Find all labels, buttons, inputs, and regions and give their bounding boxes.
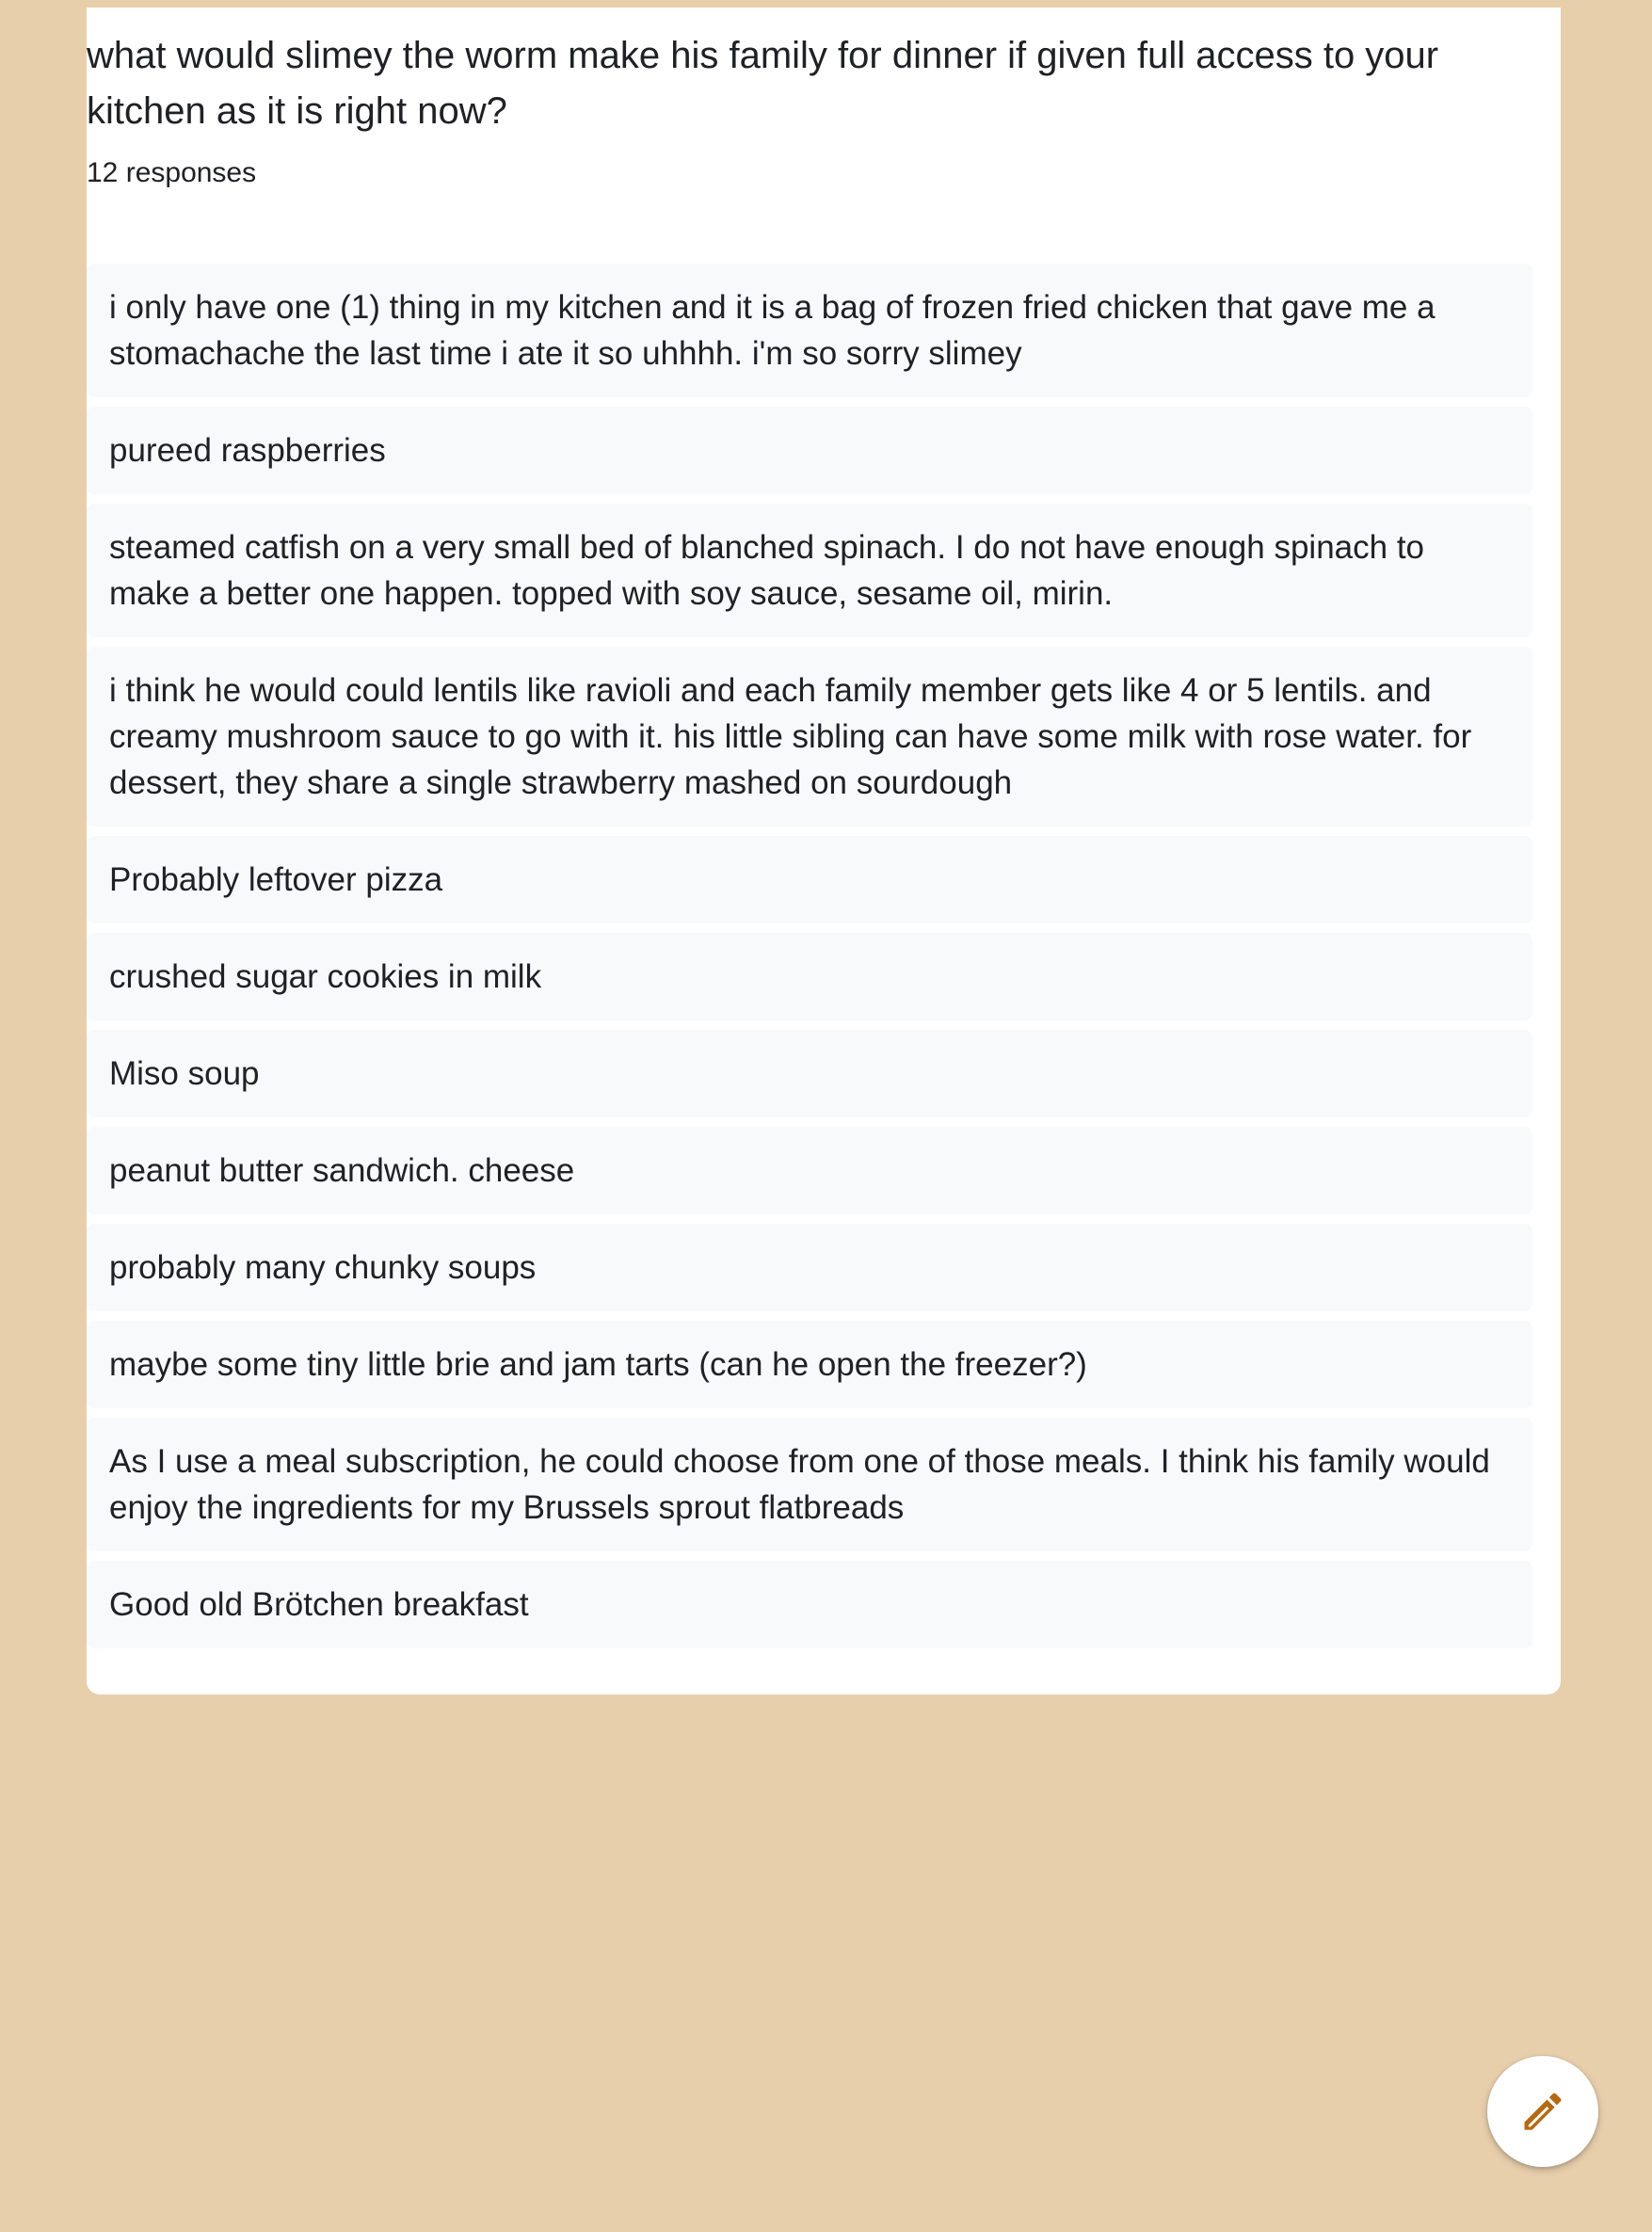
edit-form-button[interactable] <box>1487 2056 1598 2167</box>
question-title: what would slimey the worm make his family for dinner if given full access to your kitchen as it is right now? <box>87 35 1439 132</box>
response-item: Miso soup <box>87 1030 1532 1117</box>
responses-list <box>87 264 1532 1658</box>
pencil-edit-icon <box>1518 2087 1567 2136</box>
response-item: Good old Brötchen breakfast <box>87 1561 1532 1648</box>
response-summary-card <box>87 8 1561 1694</box>
response-item: steamed catfish on a very small bed of blanched spinach. I do not have enough spinach to make a better one happen. topped with soy sauce, sesame oil, mirin. <box>87 504 1532 637</box>
response-item: maybe some tiny little brie and jam tarts (can he open the freezer?) <box>87 1321 1532 1408</box>
response-item: pureed raspberries <box>87 407 1532 494</box>
response-item: i only have one (1) thing in my kitchen and it is a bag of frozen fried chicken that gave me a stomachache the last time i ate it so uhhhh. i'm so sorry slimey <box>87 264 1532 397</box>
response-item: probably many chunky soups <box>87 1224 1532 1311</box>
response-item: crushed sugar cookies in milk <box>87 933 1532 1020</box>
response-count: 12 responses <box>87 157 257 188</box>
response-item: peanut butter sandwich. cheese <box>87 1127 1532 1214</box>
response-item: As I use a meal subscription, he could choose from one of those meals. I think his family would enjoy the ingredients for my Brussels sprout flatbreads <box>87 1418 1532 1551</box>
response-item: Probably leftover pizza <box>87 836 1532 923</box>
response-item: i think he would could lentils like ravioli and each family member gets like 4 or 5 lentils. and creamy mushroom sauce to go with it. his little sibling can have some milk with rose water. for dessert, they share a single strawberry mashed on sourdough <box>87 647 1532 827</box>
